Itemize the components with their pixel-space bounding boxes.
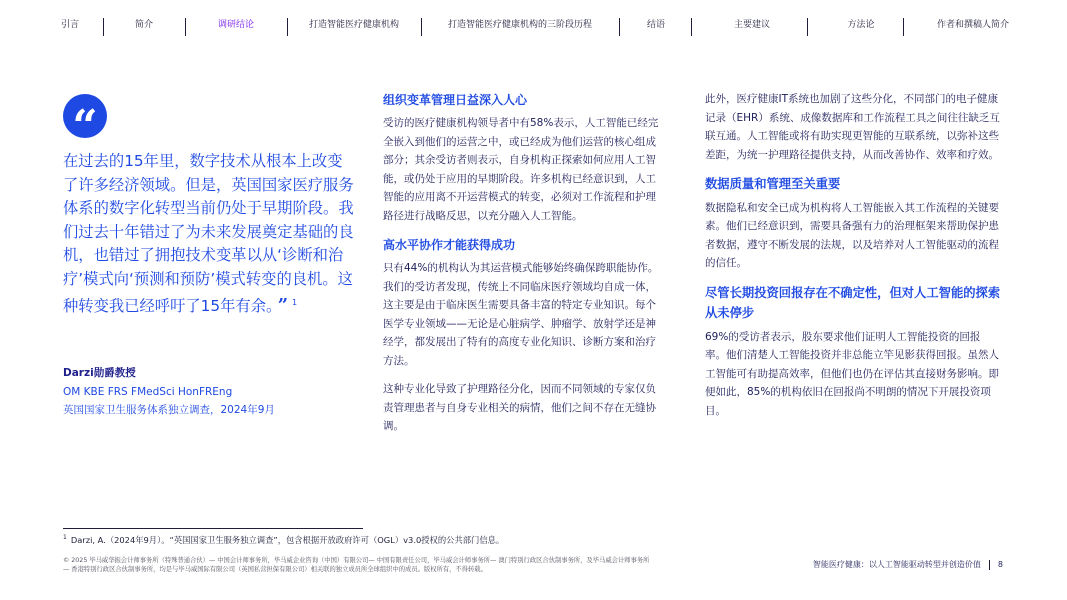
nav-divider bbox=[807, 18, 808, 36]
nav-item-intelligent-healthcare[interactable]: 打造智能医疗健康机构 bbox=[308, 20, 399, 30]
section-paragraph: 受访的医疗健康机构领导者中有58%表示，人工智能已经完全嵌入到他们的运营之中，或已经成为他们运营的核心组成部分；其余受访者则表示，自身机构正探索如何应用人工智能，或仍处于应用的早期阶段。许多机构已经意识到，人工智能的应用离不开运营模式的转变，必须对工作流程和护理路径进行战略反思，以充分融入人工智能。 bbox=[383, 117, 659, 222]
page-footer bbox=[813, 559, 1003, 570]
footnote-divider bbox=[63, 528, 363, 529]
footer-divider bbox=[989, 560, 990, 570]
nav-item-methodology[interactable]: 方法论 bbox=[847, 20, 875, 30]
quote-mark-icon: “ bbox=[63, 94, 107, 138]
footnote bbox=[63, 534, 504, 546]
nav-item-three-stage-journey[interactable]: 打造智能医疗健康机构的三阶段历程 bbox=[447, 20, 592, 30]
section-paragraph: 数据隐私和安全已成为机构将人工智能嵌入其工作流程的关键要素。他们已经意识到，需要具备强有力的治理框架来帮助保护患者数据，遵守不断发展的法规，以及培养对人工智能驱动的流程的信任。 bbox=[705, 201, 999, 269]
copyright-notice: © 2025 毕马威华振会计师事务所（特殊普通合伙）— 中国会计师事务所，毕马威企业咨询（中国）有限公司— 中国有限责任公司，毕马威会计师事务所— 澳门特别行政区合伙制事务所，及毕马威会计师事务所— 香港特别行政区合伙制事务所，均是与毕马威国际有限公司（英国私营担保有限公司）相关联的独立成员所全球组织中的成员。版权所有，不得转载。 bbox=[63, 557, 650, 573]
nav-divider bbox=[619, 18, 620, 36]
nav-divider bbox=[903, 18, 904, 36]
top-navigation bbox=[0, 14, 1067, 38]
document-title: 智能医疗健康：以人工智能驱动转型并创造价值 bbox=[812, 560, 981, 569]
footnote-text: Darzi, A.（2024年9月）。“英国国家卫生服务独立调查”，包含根据开放政府许可（OGL）v3.0授权的公共部门信息。 bbox=[70, 535, 505, 545]
pull-quote bbox=[63, 150, 355, 319]
section-paragraph: 这种专业化导致了护理路径分化，因而不同领域的专家仅负责管理患者与自身专业相关的病情，他们之间不存在无缝协调。 bbox=[383, 383, 656, 432]
close-quote-icon: ” bbox=[277, 295, 289, 317]
nav-divider bbox=[421, 18, 422, 36]
nav-divider bbox=[103, 18, 104, 36]
author-source: 英国国家卫生服务体系独立调查，2024年9月 bbox=[63, 404, 275, 416]
pull-quote-text: 在过去的15年里，数字技术从根本上改变了许多经济领域。但是，英国国家医疗服务体系的数字化转型当前仍处于早期阶段。我们过去十年错过了为未来发展奠定基础的良机，也错过了拥抱技术变革以从‘诊断和治疗’模式向‘预测和预防’模式转变的良机。这种转变我已经呼吁了15年有余。 bbox=[63, 152, 354, 316]
section-heading: 组织变革管理日益深入人心 bbox=[383, 93, 528, 107]
body-column-2 bbox=[383, 90, 665, 446]
nav-item-intro[interactable]: 引言 bbox=[60, 20, 79, 30]
footnote-reference[interactable]: 1 bbox=[292, 298, 298, 307]
page-number: 8 bbox=[997, 560, 1003, 569]
nav-divider bbox=[287, 18, 288, 36]
footnote-number: 1 bbox=[63, 534, 67, 542]
section-heading: 尽管长期投资回报存在不确定性，但对人工智能的探索从未停步 bbox=[705, 285, 1001, 320]
nav-item-authors[interactable]: 作者和撰稿人简介 bbox=[936, 20, 1009, 30]
nav-item-recommendations[interactable]: 主要建议 bbox=[733, 20, 770, 30]
nav-item-conclusion[interactable]: 结语 bbox=[646, 20, 665, 30]
section-heading: 数据质量和管理至关重要 bbox=[705, 177, 841, 191]
section-paragraph: 此外，医疗健康IT系统也加剧了这些分化，不同部门的电子健康记录（EHR）系统、成像数据库和工作流程工具之间往往缺乏互联互通。人工智能或将有助实现更智能的互联系统，以弥补这些差距，为统一护理路径提供支持，从而改善协作、效率和疗效。 bbox=[705, 93, 1000, 161]
nav-divider bbox=[691, 18, 692, 36]
section-paragraph: 只有44%的机构认为其运营模式能够始终确保跨职能协作。我们的受访者发现，传统上不同临床医疗领域均自成一体，这主要是由于临床医生需要具备丰富的特定专业知识。每个医学专业领域——无论是心脏病学、肿瘤学、放射学还是神经学，都发展出了特有的高度专业化知识、诊断方案和治疗方法。 bbox=[383, 262, 659, 367]
author-titles: OM KBE FRS FMedSci HonFREng bbox=[63, 385, 233, 398]
body-column-3 bbox=[705, 90, 1001, 430]
nav-item-overview[interactable]: 简介 bbox=[134, 20, 153, 30]
section-paragraph: 69%的受访者表示，股东要求他们证明人工智能投资的回报率。他们清楚人工智能投资并非总能立竿见影获得回报。虽然人工智能可有助提高效率，但他们也仍在评估其直接财务影响。即便如此，85%的机构依旧在回报尚不明朗的情况下开展投资项目。 bbox=[705, 330, 999, 417]
author-name: Darzi勋爵教授 bbox=[63, 367, 136, 379]
section-heading: 高水平协作才能获得成功 bbox=[383, 238, 516, 252]
quote-attribution bbox=[63, 364, 363, 420]
nav-divider bbox=[185, 18, 186, 36]
nav-item-findings[interactable]: 调研结论 bbox=[217, 20, 254, 30]
